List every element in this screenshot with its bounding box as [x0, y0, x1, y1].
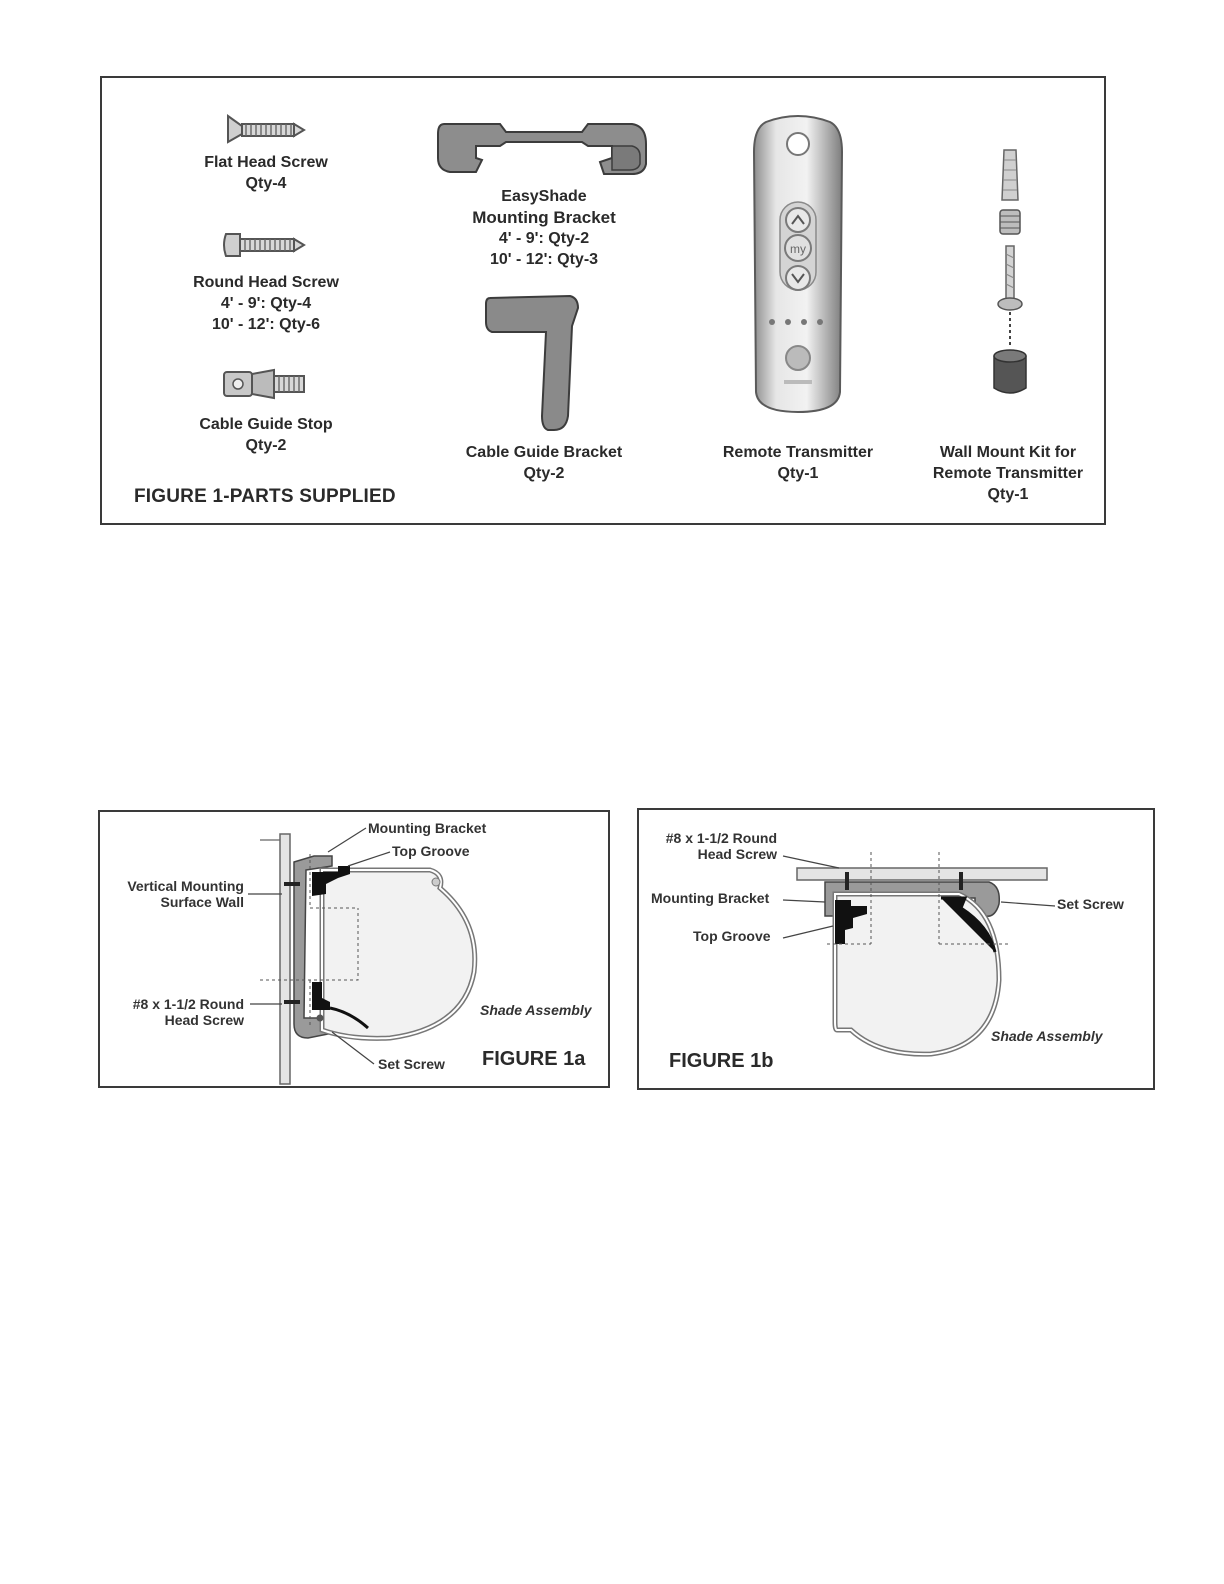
- round-head-screw-qty-1: 4' - 9': Qty-4: [220, 295, 312, 312]
- cable-guide-stop-icon: [222, 366, 308, 402]
- fig1a-wall-line-1: Vertical Mounting: [127, 878, 244, 894]
- round-head-screw-icon: [222, 230, 308, 260]
- cable-guide-bracket-qty: Qty-2: [523, 465, 565, 482]
- wall-mount-kit-label: [898, 442, 1118, 505]
- wall-mount-kit-name2: Remote Transmitter: [932, 465, 1084, 482]
- figure-1-title: FIGURE 1-PARTS SUPPLIED: [134, 486, 396, 507]
- cable-guide-bracket-icon: [484, 292, 580, 434]
- round-head-screw-name: Round Head Screw: [193, 274, 339, 291]
- fig1b-shade-assembly-callout: Shade Assembly: [991, 1028, 1103, 1044]
- mounting-bracket-name: EasyShade: [501, 188, 587, 205]
- fig1a-mounting-bracket-callout: Mounting Bracket: [368, 820, 487, 836]
- mounting-bracket-qty-2: 10' - 12': Qty-3: [489, 251, 599, 268]
- figure-1a-panel: [98, 810, 610, 1088]
- fig1a-screw-line-1: #8 x 1-1/2 Round: [132, 996, 244, 1012]
- figure-1-panel: [100, 76, 1106, 525]
- fig1a-set-screw-callout: Set Screw: [378, 1056, 445, 1072]
- round-head-screw-label: [156, 272, 376, 335]
- fig1a-top-groove-callout: Top Groove: [392, 843, 470, 859]
- fig1a-screw-line-2: Head Screw: [164, 1012, 244, 1028]
- cable-guide-bracket-name: Cable Guide Bracket: [465, 444, 623, 461]
- wall-mount-kit-icon: [986, 146, 1034, 400]
- figure-1a-title: FIGURE 1a: [482, 1048, 586, 1070]
- fig1a-wall-callout: [114, 878, 244, 910]
- cable-guide-stop-qty: Qty-2: [245, 437, 287, 454]
- cable-guide-stop-name: Cable Guide Stop: [199, 416, 333, 433]
- fig1a-screw-callout: [114, 996, 244, 1028]
- fig1b-screw-callout: [649, 830, 777, 862]
- flat-head-screw-name: Flat Head Screw: [204, 154, 328, 171]
- flat-head-screw-label: [166, 152, 366, 194]
- fig1b-screw-line-1: #8 x 1-1/2 Round: [665, 830, 777, 846]
- remote-transmitter-icon: [752, 112, 844, 414]
- mounting-bracket-label: [434, 186, 654, 270]
- fig1a-wall-line-2: Surface Wall: [160, 894, 244, 910]
- cable-guide-stop-label: [156, 414, 376, 456]
- flat-head-screw-icon: [226, 112, 306, 146]
- mounting-bracket-qty-1: 4' - 9': Qty-2: [498, 230, 590, 247]
- round-head-screw-qty-2: 10' - 12': Qty-6: [211, 316, 321, 333]
- wall-mount-kit-qty: Qty-1: [987, 486, 1029, 503]
- remote-transmitter-qty: Qty-1: [777, 465, 819, 482]
- mounting-bracket-icon: [436, 120, 650, 178]
- figure-1b-panel: [637, 808, 1155, 1090]
- fig1b-mounting-bracket-callout: Mounting Bracket: [651, 890, 770, 906]
- fig1b-top-groove-callout: Top Groove: [693, 928, 771, 944]
- flat-head-screw-qty: Qty-4: [245, 175, 287, 192]
- remote-transmitter-label: [688, 442, 908, 484]
- fig1a-shade-assembly-callout: Shade Assembly: [480, 1002, 592, 1018]
- fig1b-set-screw-callout: Set Screw: [1057, 896, 1124, 912]
- mounting-bracket-name2: Mounting Bracket: [472, 208, 616, 227]
- remote-transmitter-name: Remote Transmitter: [722, 444, 874, 461]
- fig1b-screw-line-2: Head Screw: [697, 846, 777, 862]
- cable-guide-bracket-label: [434, 442, 654, 484]
- wall-mount-kit-name: Wall Mount Kit for: [939, 444, 1077, 461]
- figure-1b-title: FIGURE 1b: [669, 1050, 774, 1072]
- remote-my-button-label: my: [790, 242, 806, 256]
